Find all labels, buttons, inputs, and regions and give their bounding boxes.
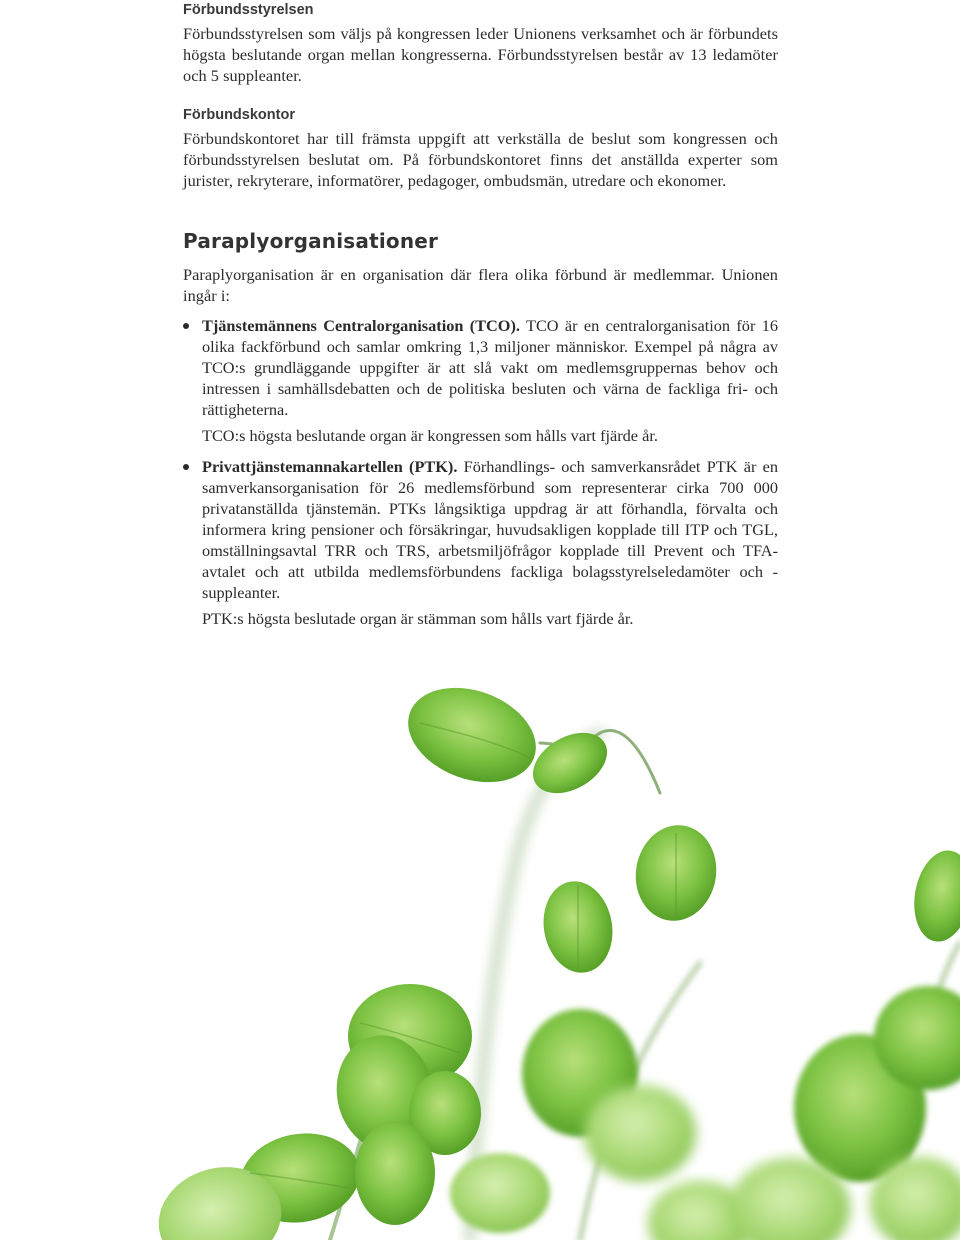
list-item-tco xyxy=(183,315,778,446)
ptk-extra: PTK:s högsta beslutade organ är stämman som hålls vart fjärde år. xyxy=(202,609,634,628)
heading-paraplyorganisationer: Paraplyorganisationer xyxy=(183,229,439,253)
leaves-illustration xyxy=(0,663,960,1240)
leaf-cluster-bottom xyxy=(147,984,960,1240)
bullet-icon xyxy=(183,464,189,470)
paragraph-forbundskontor: Förbundskontoret har till främsta uppgift att verkställa de beslut som kongressen och förbundsstyrelsen beslutat om. På förbundskontoret finns det anställda experter som jurister, rekryterare, informatörer, pedagoger, ombudsmän, utredare och ekonomer. xyxy=(183,129,778,190)
heading-forbundskontor: Förbundskontor xyxy=(183,107,295,123)
heading-forbundsstyrelsen: Förbundsstyrelsen xyxy=(183,2,314,18)
list-item-ptk xyxy=(183,456,778,629)
paragraph-forbundsstyrelsen: Förbundsstyrelsen som väljs på kongressen leder Unionens verksamhet och är förbundets högsta beslutande organ mellan kongresserna. Förbundsstyrelsen består av 13 ledamöter och 5 suppleanter. xyxy=(183,24,778,85)
paragraph-paraply-intro: Paraplyorganisation är en organisation där flera olika förbund är medlemmar. Unionen ingår i: xyxy=(183,265,778,305)
tco-extra: TCO:s högsta beslutande organ är kongressen som hålls vart fjärde år. xyxy=(202,426,658,445)
tco-description xyxy=(202,315,778,420)
green-leaves-photo xyxy=(0,663,960,1240)
tco-title: Tjänstemännens Centralorganisation (TCO). xyxy=(202,316,520,335)
document-body xyxy=(183,0,778,629)
ptk-text: Förhandlings- och samverkansrådet PTK är en samverkansorganisation för 26 medlemsförbund som representerar cirka 700 000 privatanställda tjänstemän. PTKs långsiktiga uppdrag är att förhandla, förvalta och informera kring pensioner och försäkringar, huvudsakligen kopplade till ITP och TGL, omställningsavtal TRR och TRS, arbetsmiljöfrågor kopplade till Prevent och TFA-avtalet och att utbilda medlemsförbundens fackliga bolagsstyrelseledamöter och -suppleanter. xyxy=(202,457,778,602)
leaf-cluster-top xyxy=(395,671,960,978)
bullet-icon xyxy=(183,323,189,329)
ptk-description xyxy=(202,456,778,603)
ptk-title: Privattjänstemannakartellen (PTK). xyxy=(202,457,458,476)
tco-text: TCO är en centralorganisation för 16 olika fackförbund och samlar omkring 1,3 miljoner människor. Exempel på några av TCO:s grundläggande uppgifter är att slå vakt om medlemsgruppernas behov och intressen i samhällsdebatten och de politiska besluten och värna de fackliga fri- och rättigheterna. xyxy=(202,316,778,419)
organisation-list xyxy=(183,315,778,629)
